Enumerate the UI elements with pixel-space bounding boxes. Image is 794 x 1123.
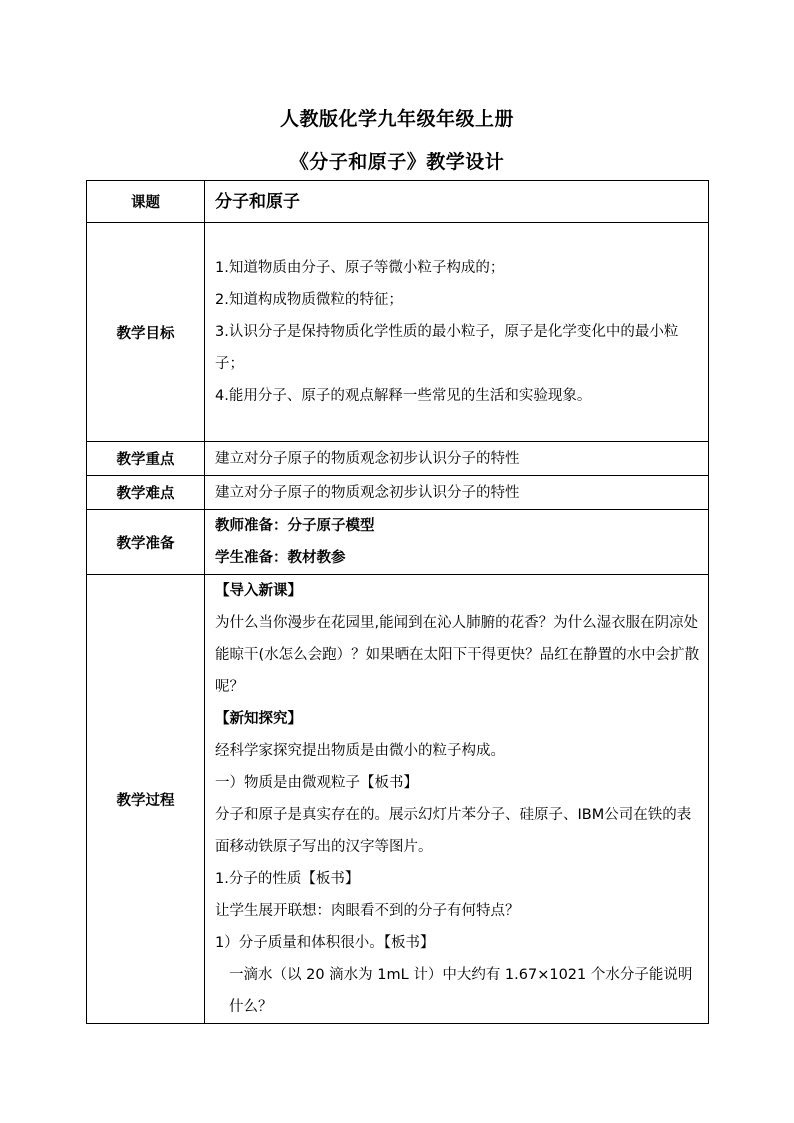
lesson-plan-table (86, 180, 709, 1024)
section-heading-intro: 【导入新课】 (215, 583, 302, 599)
process-paragraph: 为什么当你漫步在花园里,能闻到在沁人肺腑的花香？为什么湿衣服在阴凉处能晾干(水怎么会跑）？如果晒在太阳下干得更快？品红在静置的水中会扩散呢？ (215, 615, 700, 695)
label-preparation: 教学准备 (87, 510, 205, 575)
document-title: 人教版化学九年级年级上册 (279, 108, 514, 130)
label-goals: 教学目标 (87, 223, 205, 442)
row-goals (87, 223, 709, 442)
value-process (205, 575, 709, 1024)
goal-item: 2.知道构成物质微粒的特征； (215, 292, 403, 308)
process-paragraph: 一滴水（以 20 滴水为 1mL 计）中大约有 1.67×1021 个水分子能说明什么？ (229, 967, 693, 1015)
process-paragraph: 一）物质是由微观粒子【板书】 (215, 775, 418, 791)
label-process: 教学过程 (87, 575, 205, 1024)
process-paragraph: 分子和原子是真实存在的。展示幻灯片苯分子、硅原子、IBM公司在铁的表面移动铁原子写出的汉字等图片。 (215, 807, 692, 855)
value-goals (205, 223, 709, 442)
row-topic (87, 181, 709, 223)
document-subtitle: 《分子和原子》教学设计 (289, 151, 505, 173)
goal-item: 1.知道物质由分子、原子等微小粒子构成的； (215, 260, 505, 276)
process-paragraph: 让学生展开联想：肉眼看不到的分子有何特点？ (215, 903, 520, 919)
label-key-point: 教学重点 (87, 442, 205, 476)
value-difficulty: 建立对分子原子的物质观念初步认识分子的特性 (205, 476, 709, 510)
goal-item: 4.能用分子、原子的观点解释一些常见的生活和实验现象。 (215, 388, 592, 404)
row-difficulty (87, 476, 709, 510)
process-paragraph: 经科学家探究提出物质是由微小的粒子构成。 (215, 743, 505, 759)
value-topic: 分子和原子 (205, 181, 709, 223)
student-preparation: 学生准备：教材教参 (215, 550, 346, 566)
section-heading-explore: 【新知探究】 (215, 711, 302, 727)
goal-item: 3.认识分子是保持物质化学性质的最小粒子，原子是化学变化中的最小粒子； (215, 324, 679, 372)
row-process (87, 575, 709, 1024)
value-preparation (205, 510, 709, 575)
teacher-preparation: 教师准备：分子原子模型 (215, 518, 375, 534)
process-paragraph: 1.分子的性质【板书】 (215, 871, 360, 887)
process-paragraph: 1）分子质量和体积很小。【板书】 (215, 935, 435, 951)
label-topic: 课题 (87, 181, 205, 223)
row-key-point (87, 442, 709, 476)
row-preparation (87, 510, 709, 575)
value-key-point: 建立对分子原子的物质观念初步认识分子的特性 (205, 442, 709, 476)
label-difficulty: 教学难点 (87, 476, 205, 510)
